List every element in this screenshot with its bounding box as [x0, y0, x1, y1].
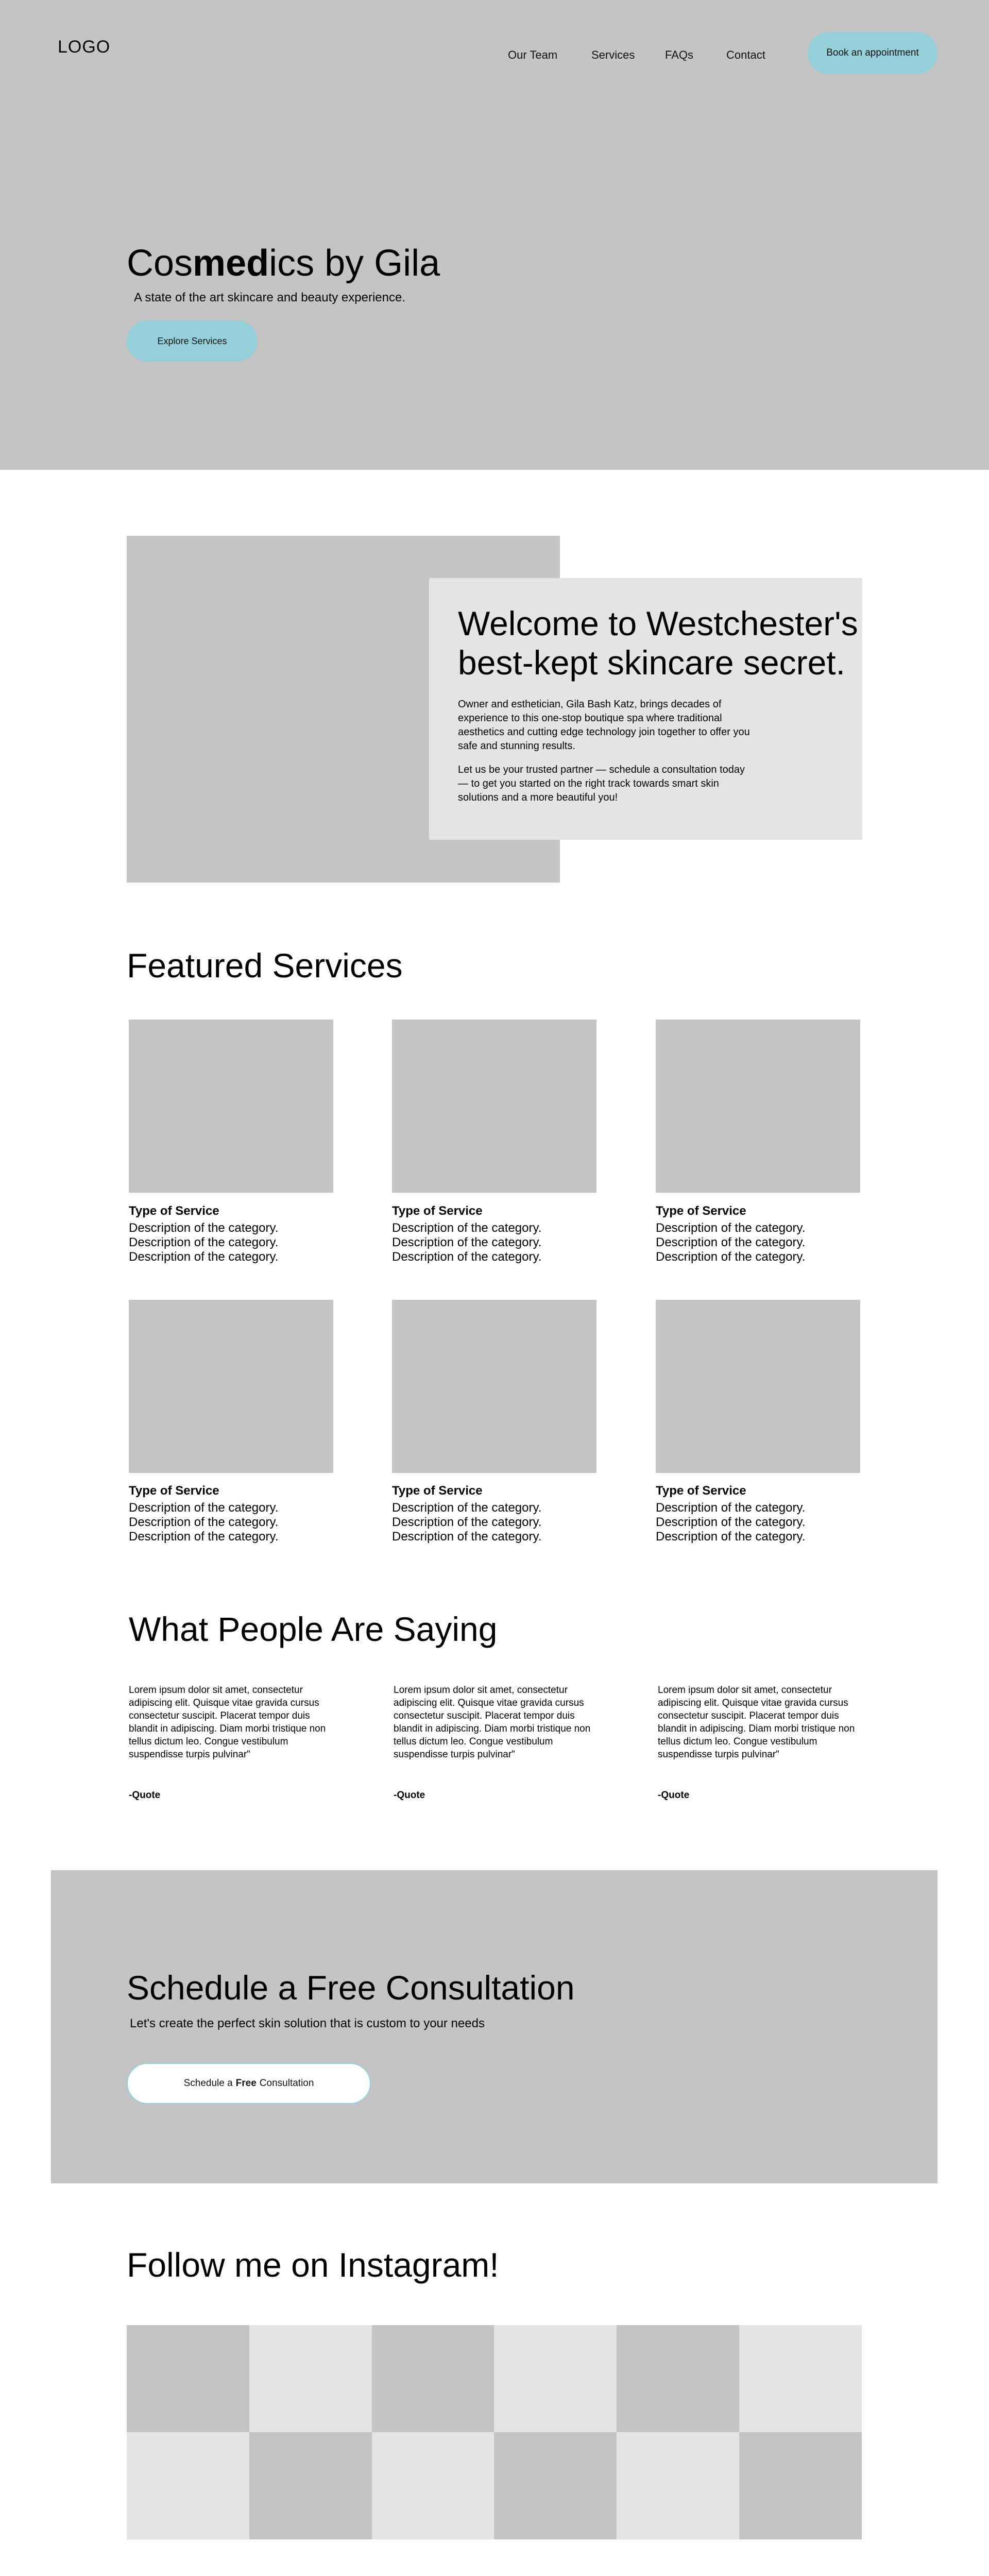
service-description-line: Description of the category.	[656, 1530, 806, 1544]
book-appointment-button[interactable]: Book an appointment	[808, 32, 937, 74]
service-description-line: Description of the category.	[656, 1235, 806, 1249]
testimonial-text: Lorem ipsum dolor sit amet, consectetur adipiscing elit. Quisque vitae gravida cursus consectetur suscipit. Placerat tempor duis blandit in adipiscing. Diam morbi tristique non tellus dictum leo. Congue vestibulum suspendisse turpis pulvinar"	[129, 1685, 326, 1760]
instagram-tile[interactable]	[739, 2432, 862, 2539]
instagram-tile[interactable]	[739, 2325, 862, 2432]
consultation-title: Schedule a Free Consultation	[127, 1969, 575, 2007]
services-title: Featured Services	[127, 946, 403, 985]
service-image[interactable]	[129, 1300, 333, 1473]
service-description-line: Description of the category.	[392, 1250, 542, 1264]
hero-title-part: ics by Gila	[269, 243, 440, 284]
instagram-tile[interactable]	[494, 2325, 617, 2432]
testimonial-author: -Quote	[658, 1790, 690, 1801]
service-image[interactable]	[656, 1300, 860, 1473]
hero-title-part: Cos	[127, 243, 193, 284]
service-type: Type of Service	[656, 1204, 746, 1218]
service-description-line: Description of the category.	[656, 1515, 806, 1529]
service-description-line: Description of the category.	[129, 1530, 279, 1544]
testimonial-text: Lorem ipsum dolor sit amet, consectetur adipiscing elit. Quisque vitae gravida cursus consectetur suscipit. Placerat tempor duis blandit in adipiscing. Diam morbi tristique non tellus dictum leo. Congue vestibulum suspendisse turpis pulvinar"	[658, 1685, 855, 1760]
explore-services-button[interactable]: Explore Services	[127, 320, 258, 362]
welcome-title: Welcome to Westchester's best-kept skincare secret.	[458, 604, 858, 682]
button-label: Schedule a	[183, 2078, 233, 2089]
service-description	[392, 1501, 541, 1544]
service-description-line: Description of the category.	[392, 1501, 542, 1515]
instagram-tile[interactable]	[372, 2325, 494, 2432]
instagram-tile[interactable]	[617, 2325, 739, 2432]
instagram-title: Follow me on Instagram!	[127, 2246, 499, 2284]
instagram-tile[interactable]	[249, 2432, 372, 2539]
service-description	[129, 1501, 278, 1544]
instagram-tile[interactable]	[249, 2325, 372, 2432]
service-description	[656, 1221, 805, 1264]
instagram-tile[interactable]	[127, 2432, 249, 2539]
nav-services[interactable]: Services	[591, 48, 635, 61]
instagram-tile[interactable]	[127, 2325, 249, 2432]
service-type: Type of Service	[129, 1484, 219, 1498]
service-description-line: Description of the category.	[656, 1250, 806, 1264]
instagram-tile[interactable]	[494, 2432, 617, 2539]
service-description	[656, 1501, 805, 1544]
consultation-subtitle: Let's create the perfect skin solution that is custom to your needs	[130, 2016, 485, 2030]
service-description-line: Description of the category.	[129, 1250, 279, 1264]
testimonial-author: -Quote	[129, 1790, 161, 1801]
service-description-line: Description of the category.	[129, 1501, 279, 1515]
service-description-line: Description of the category.	[392, 1221, 542, 1235]
service-description-line: Description of the category.	[656, 1221, 806, 1235]
service-image[interactable]	[392, 1300, 596, 1473]
service-type: Type of Service	[392, 1484, 483, 1498]
instagram-grid	[127, 2325, 862, 2539]
hero-title	[127, 242, 440, 284]
service-type: Type of Service	[129, 1204, 219, 1218]
service-description-line: Description of the category.	[129, 1221, 279, 1235]
service-description-line: Description of the category.	[392, 1235, 542, 1249]
schedule-consultation-button[interactable]	[127, 2063, 371, 2104]
hero-title-bold: med	[193, 243, 269, 284]
nav-faqs[interactable]: FAQs	[665, 48, 694, 61]
welcome-paragraph: Owner and esthetician, Gila Bash Katz, brings decades of experience to this one-stop boutique spa where traditional aesthetics and cutting edge technology join together to offer you safe and stunning results.	[458, 699, 750, 752]
instagram-tile[interactable]	[372, 2432, 494, 2539]
service-description-line: Description of the category.	[392, 1530, 542, 1544]
testimonials-title: What People Are Saying	[129, 1610, 498, 1648]
testimonial-text: Lorem ipsum dolor sit amet, consectetur adipiscing elit. Quisque vitae gravida cursus consectetur suscipit. Placerat tempor duis blandit in adipiscing. Diam morbi tristique non tellus dictum leo. Congue vestibulum suspendisse turpis pulvinar"	[394, 1685, 591, 1760]
service-image[interactable]	[129, 1020, 333, 1193]
service-description-line: Description of the category.	[129, 1235, 279, 1249]
service-type: Type of Service	[392, 1204, 483, 1218]
welcome-paragraph: Let us be your trusted partner — schedule a consultation today — to get you started on the right track towards smart skin solutions and a more beautiful you!	[458, 764, 745, 803]
service-type: Type of Service	[656, 1484, 746, 1498]
nav-contact[interactable]: Contact	[726, 48, 765, 61]
logo[interactable]: LOGO	[58, 37, 111, 57]
service-description	[129, 1221, 278, 1264]
service-image[interactable]	[656, 1020, 860, 1193]
service-description-line: Description of the category.	[656, 1501, 806, 1515]
instagram-tile[interactable]	[617, 2432, 739, 2539]
testimonial-author: -Quote	[394, 1790, 425, 1801]
nav-our-team[interactable]: Our Team	[508, 48, 558, 61]
service-image[interactable]	[392, 1020, 596, 1193]
button-label-bold: Free	[235, 2078, 257, 2089]
service-description-line: Description of the category.	[129, 1515, 279, 1529]
hero-subtitle: A state of the art skincare and beauty experience.	[134, 291, 405, 304]
button-label: Consultation	[259, 2078, 314, 2089]
service-description-line: Description of the category.	[392, 1515, 542, 1529]
service-description	[392, 1221, 541, 1264]
